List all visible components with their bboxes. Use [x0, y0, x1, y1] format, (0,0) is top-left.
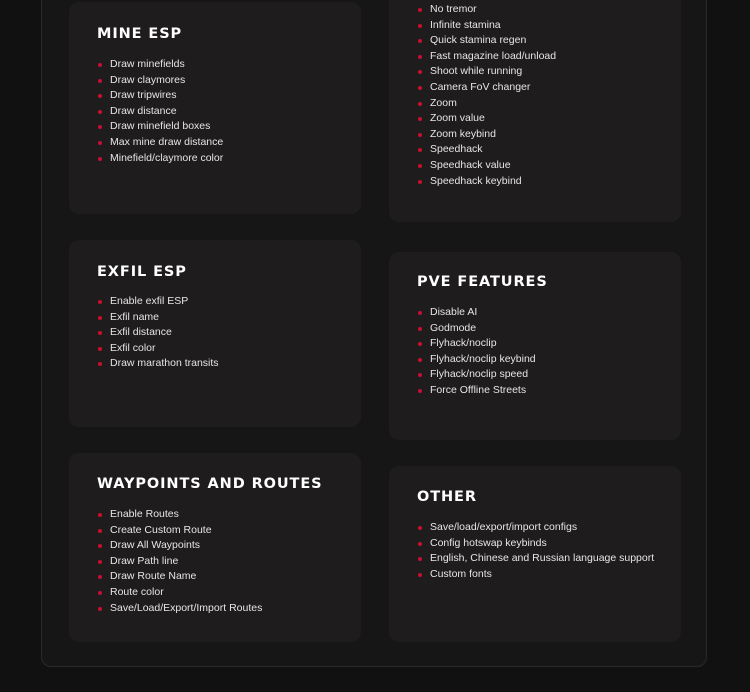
- feature-item: [417, 18, 556, 34]
- bullet-icon: [418, 573, 422, 577]
- feature-item: [97, 104, 223, 120]
- feature-item: [417, 383, 536, 399]
- feature-label: Flyhack/noclip speed: [430, 368, 529, 381]
- feature-label: Draw claymores: [110, 73, 186, 86]
- bullet-icon: [98, 560, 102, 564]
- misc-features-list: [417, 2, 556, 189]
- feature-label: Speedhack keybind: [430, 174, 522, 187]
- pve-features-title: PVE FEATURES: [417, 274, 548, 290]
- bullet-icon: [98, 63, 102, 67]
- feature-label: Camera FoV changer: [430, 80, 531, 93]
- bullet-icon: [98, 141, 102, 145]
- feature-item: [417, 321, 536, 337]
- feature-item: [97, 135, 223, 151]
- feature-label: Config hotswap keybinds: [430, 536, 547, 549]
- feature-item: [417, 336, 536, 352]
- waypoints-routes-card: [69, 453, 361, 642]
- feature-item: [417, 80, 556, 96]
- feature-item: [417, 520, 654, 536]
- feature-label: Shoot while running: [430, 65, 523, 78]
- bullet-icon: [418, 526, 422, 530]
- feature-label: Quick stamina regen: [430, 34, 527, 47]
- feature-item: [417, 2, 556, 18]
- bullet-icon: [98, 300, 102, 304]
- bullet-icon: [98, 125, 102, 129]
- feature-label: Create Custom Route: [110, 523, 212, 536]
- other-title: OTHER: [417, 489, 477, 505]
- bullet-icon: [418, 117, 422, 121]
- bullet-icon: [98, 316, 102, 320]
- feature-label: Route color: [110, 585, 164, 598]
- feature-item: [97, 523, 262, 539]
- bullet-icon: [98, 157, 102, 161]
- bullet-icon: [418, 133, 422, 137]
- bullet-icon: [98, 529, 102, 533]
- bullet-icon: [418, 358, 422, 362]
- bullet-icon: [418, 24, 422, 28]
- bullet-icon: [418, 180, 422, 184]
- feature-label: Enable Routes: [110, 508, 179, 520]
- exfil-esp-card: [69, 240, 361, 427]
- feature-label: English, Chinese and Russian language support: [430, 552, 655, 565]
- bullet-icon: [418, 373, 422, 377]
- misc-features-card: [389, 0, 681, 222]
- feature-label: Speedhack value: [430, 158, 511, 171]
- feature-item: [417, 536, 654, 552]
- exfil-esp-list: [97, 294, 219, 372]
- feature-label: Exfil name: [110, 310, 160, 323]
- waypoints-routes-list: [97, 507, 262, 616]
- feature-item: [417, 49, 556, 65]
- feature-item: [97, 73, 223, 89]
- waypoints-routes-title: WAYPOINTS AND ROUTES: [97, 476, 323, 492]
- feature-item: [417, 142, 556, 158]
- feature-item: [417, 305, 536, 321]
- feature-label: Draw distance: [110, 104, 177, 117]
- feature-item: [97, 88, 223, 104]
- bullet-icon: [418, 148, 422, 152]
- feature-item: [417, 64, 556, 80]
- bullet-icon: [98, 575, 102, 579]
- feature-item: [97, 538, 262, 554]
- bullet-icon: [98, 362, 102, 366]
- bullet-icon: [98, 347, 102, 351]
- feature-item: [97, 57, 223, 73]
- feature-label: Draw All Waypoints: [110, 539, 201, 552]
- feature-label: Save/load/export/import configs: [430, 521, 578, 533]
- bullet-icon: [418, 70, 422, 74]
- feature-item: [97, 507, 262, 523]
- feature-label: Max mine draw distance: [110, 135, 224, 148]
- feature-item: [417, 567, 654, 583]
- bullet-icon: [418, 542, 422, 546]
- exfil-esp-title: EXFIL ESP: [97, 264, 187, 280]
- feature-label: Custom fonts: [430, 567, 492, 580]
- bullet-icon: [98, 513, 102, 517]
- feature-label: Force Offline Streets: [430, 383, 527, 396]
- other-card: [389, 466, 681, 642]
- feature-label: Draw marathon transits: [110, 357, 219, 370]
- bullet-icon: [418, 39, 422, 43]
- other-list: [417, 520, 654, 582]
- feature-label: Draw Route Name: [110, 570, 197, 583]
- bullet-icon: [98, 110, 102, 114]
- bullet-icon: [98, 591, 102, 595]
- mine-esp-card: [69, 2, 361, 214]
- bullet-icon: [418, 86, 422, 90]
- feature-item: [417, 551, 654, 567]
- bullet-icon: [418, 342, 422, 346]
- bullet-icon: [98, 94, 102, 98]
- feature-label: Exfil distance: [110, 326, 172, 339]
- bullet-icon: [418, 327, 422, 331]
- feature-label: Speedhack: [430, 143, 483, 156]
- pve-features-list: [417, 305, 536, 399]
- feature-item: [97, 119, 223, 135]
- bullet-icon: [418, 557, 422, 561]
- feature-label: Infinite stamina: [430, 18, 501, 31]
- feature-label: Flyhack/noclip keybind: [430, 352, 536, 365]
- feature-item: [417, 367, 536, 383]
- feature-label: Exfil color: [110, 341, 156, 354]
- feature-item: [417, 127, 556, 143]
- feature-label: Minefield/claymore color: [110, 151, 224, 164]
- feature-item: [97, 601, 262, 617]
- feature-label: Draw Path line: [110, 554, 179, 567]
- bullet-icon: [418, 164, 422, 168]
- feature-item: [97, 151, 223, 167]
- feature-item: [97, 310, 219, 326]
- bullet-icon: [98, 79, 102, 83]
- feature-label: No tremor: [430, 3, 477, 15]
- feature-item: [97, 585, 262, 601]
- feature-label: Godmode: [430, 321, 477, 334]
- feature-label: Enable exfil ESP: [110, 295, 189, 307]
- bullet-icon: [418, 102, 422, 106]
- bullet-icon: [98, 607, 102, 611]
- bullet-icon: [418, 8, 422, 12]
- bullet-icon: [418, 311, 422, 315]
- feature-item: [417, 96, 556, 112]
- feature-item: [97, 554, 262, 570]
- bullet-icon: [418, 389, 422, 393]
- feature-item: [97, 356, 219, 372]
- feature-item: [417, 158, 556, 174]
- mine-esp-title: MINE ESP: [97, 26, 183, 42]
- feature-item: [417, 352, 536, 368]
- feature-label: Draw minefields: [110, 58, 185, 70]
- mine-esp-list: [97, 57, 223, 166]
- feature-label: Disable AI: [430, 306, 478, 318]
- bullet-icon: [418, 55, 422, 59]
- feature-item: [97, 325, 219, 341]
- feature-label: Zoom: [430, 96, 457, 109]
- feature-label: Flyhack/noclip: [430, 337, 497, 350]
- feature-item: [97, 294, 219, 310]
- feature-label: Zoom keybind: [430, 127, 496, 140]
- feature-item: [97, 341, 219, 357]
- feature-item: [417, 33, 556, 49]
- feature-label: Fast magazine load/unload: [430, 49, 557, 62]
- feature-label: Draw tripwires: [110, 89, 177, 102]
- pve-features-card: [389, 252, 681, 440]
- feature-item: [417, 111, 556, 127]
- feature-item: [97, 569, 262, 585]
- feature-label: Save/Load/Export/Import Routes: [110, 601, 263, 614]
- feature-label: Draw minefield boxes: [110, 120, 211, 133]
- feature-label: Zoom value: [430, 112, 485, 125]
- bullet-icon: [98, 331, 102, 335]
- feature-item: [417, 174, 556, 190]
- bullet-icon: [98, 544, 102, 548]
